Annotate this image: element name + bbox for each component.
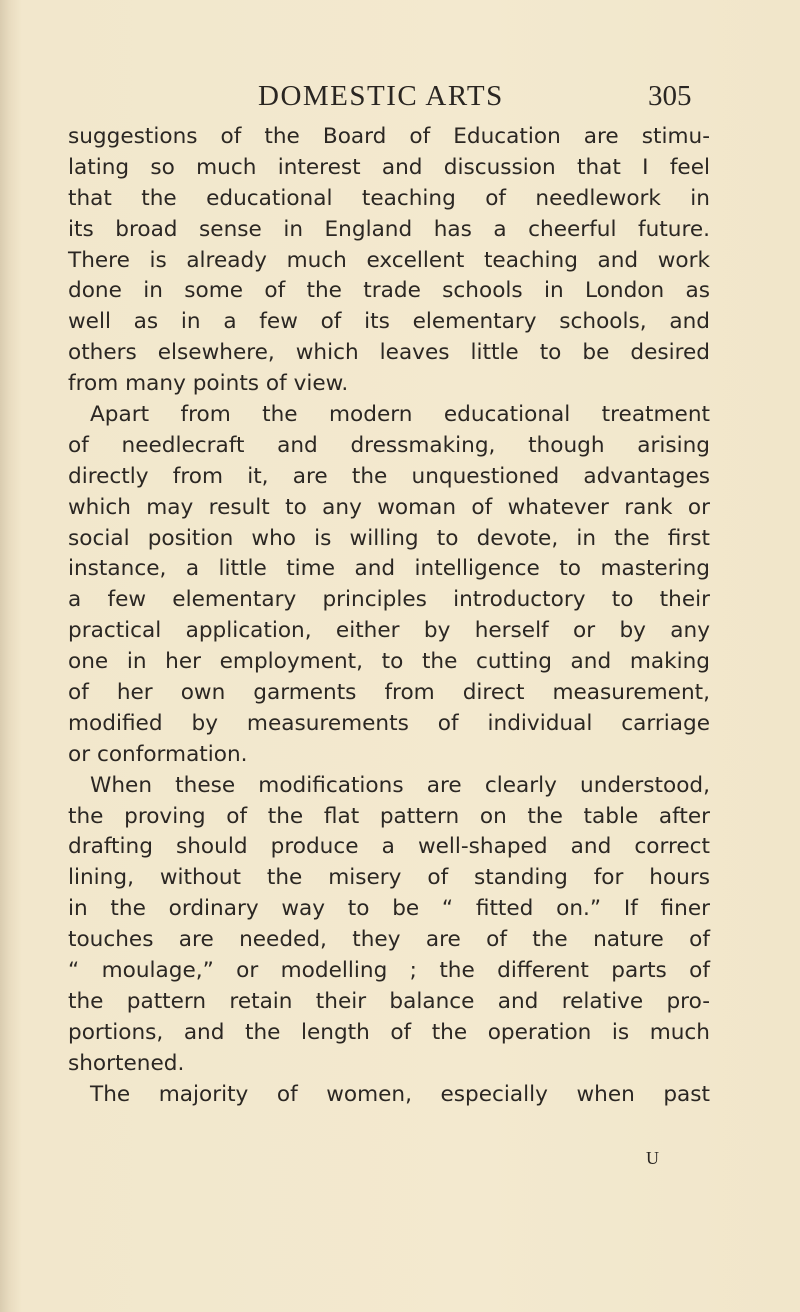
page-number: 305 [648, 80, 692, 112]
text-line: that the educational teaching of needlework in [68, 185, 710, 211]
text-line: drafting should produce a well-shaped and correct [68, 834, 710, 860]
text-line: one in her employment, to the cutting and making [68, 649, 710, 675]
text-line: instance, a little time and intelligence to mastering [68, 556, 710, 582]
body-text [68, 122, 710, 1111]
paragraph-first-line: The majority of women, especially when past [90, 1081, 710, 1107]
text-line: its broad sense in England has a cheerful future. [68, 216, 710, 242]
text-line: lating so much interest and discussion that I feel [68, 154, 710, 180]
running-head [0, 78, 800, 118]
text-line: done in some of the trade schools in London as [68, 278, 710, 304]
text-line: from many points of view. [68, 371, 349, 397]
text-line: lining, without the misery of standing for hours [68, 865, 710, 891]
text-line: of her own garments from direct measurement, [68, 680, 710, 706]
signature-mark: U [646, 1148, 659, 1168]
text-line: the pattern retain their balance and relative pro- [68, 988, 710, 1014]
text-line: of needlecraft and dressmaking, though arising [68, 432, 710, 458]
paragraph-first-line: Apart from the modern educational treatment [90, 402, 710, 428]
text-line: directly from it, are the unquestioned advantages [68, 463, 710, 489]
text-line: practical application, either by herself or by any [68, 618, 710, 644]
running-head-title: DOMESTIC ARTS [258, 80, 504, 112]
paragraph-first-line: When these modifications are clearly understood, [90, 772, 710, 798]
text-line: a few elementary principles introductory to their [68, 587, 710, 613]
text-line: well as in a few of its elementary schools, and [68, 309, 710, 335]
text-line: others elsewhere, which leaves little to be desired [68, 340, 710, 366]
text-line: in the ordinary way to be “ fitted on.” If finer [68, 896, 710, 922]
text-line: which may result to any woman of whatever rank or [68, 494, 710, 520]
text-line: social position who is willing to devote, in the first [68, 525, 710, 551]
text-line: touches are needed, they are of the nature of [68, 927, 710, 953]
text-line: or conformation. [68, 741, 248, 767]
text-line: the proving of the flat pattern on the table after [68, 803, 710, 829]
text-line: shortened. [68, 1050, 185, 1076]
text-line: portions, and the length of the operation is much [68, 1019, 710, 1045]
text-line: There is already much excellent teaching and work [68, 247, 710, 273]
text-line: modified by measurements of individual carriage [68, 710, 710, 736]
text-line: “ moulage,” or modelling ; the different parts of [68, 958, 710, 984]
text-line: suggestions of the Board of Education are stimu- [68, 124, 710, 149]
